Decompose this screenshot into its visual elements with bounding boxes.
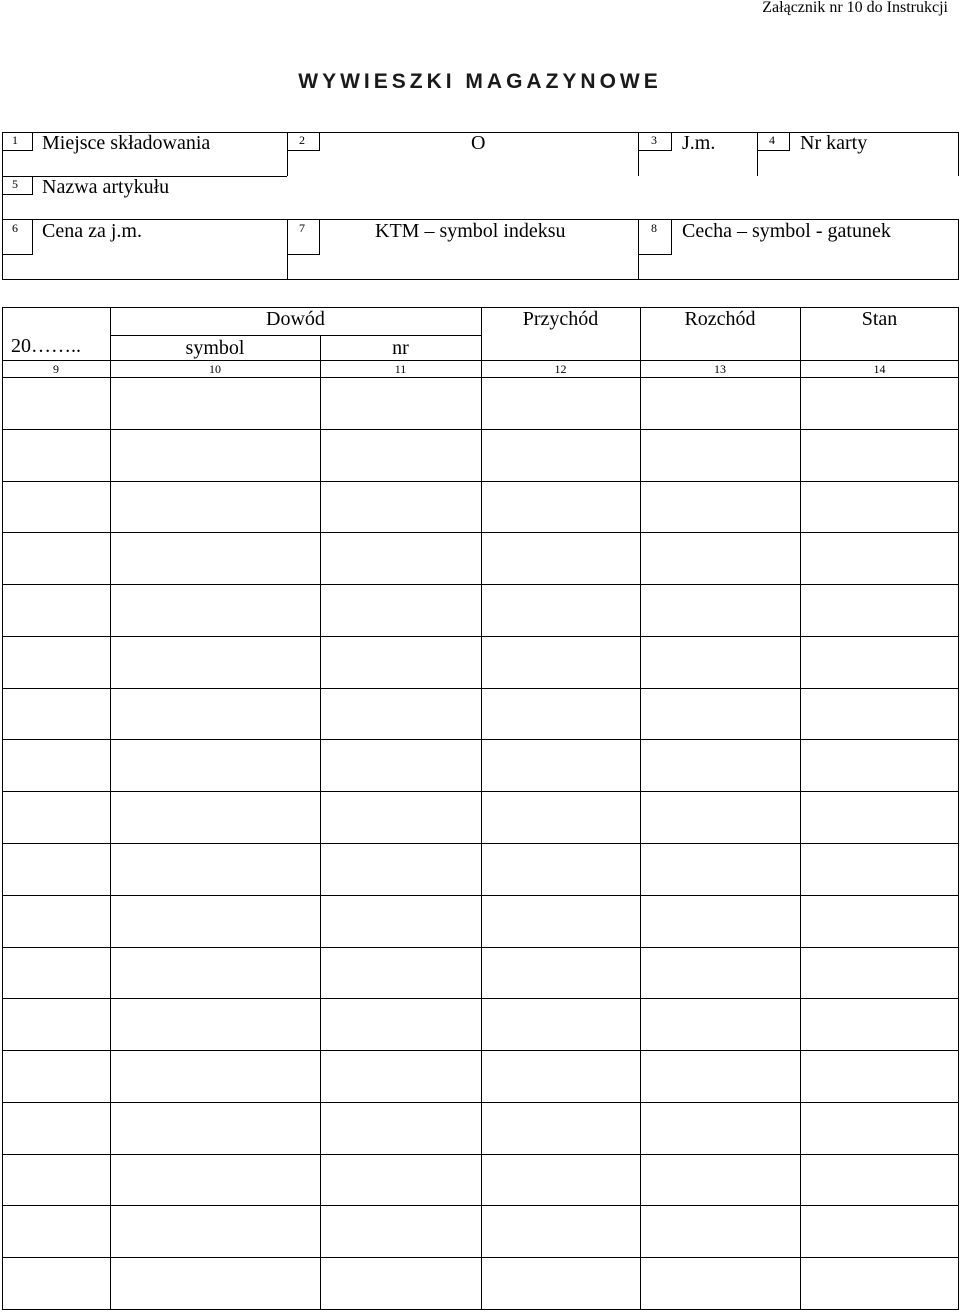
field-number: 3 (651, 133, 657, 147)
header-symbol: symbol (185, 337, 245, 359)
header-rozchod: Rozchód (684, 308, 756, 330)
header-dowod: Dowód (266, 308, 325, 330)
ledger-line (640, 307, 641, 1310)
header-year: 20…….. (11, 335, 81, 357)
ledger-line (481, 307, 482, 1310)
form-line (2, 132, 3, 280)
page-title: WYWIESZKI MAGAZYNOWE (298, 70, 662, 93)
field-label-grade: Cecha – symbol - gatunek (682, 220, 891, 242)
header-stan: Stan (861, 308, 898, 330)
field-label-storage-place: Miejsce składowania (42, 132, 211, 154)
field-number: 8 (651, 221, 657, 235)
field-label-unit-price: Cena za j.m. (42, 220, 142, 242)
column-number: 11 (394, 362, 407, 376)
column-number: 12 (554, 362, 567, 376)
ledger-line (800, 307, 801, 1310)
field-label-article-name: Nazwa artykułu (42, 176, 170, 198)
annex-note: Załącznik nr 10 do Instrukcji (762, 0, 948, 16)
form-line (958, 219, 959, 280)
field-number: 2 (299, 133, 305, 147)
form-line (2, 279, 959, 280)
field-label-o: O (471, 132, 486, 154)
field-label-ktm-index: KTM – symbol indeksu (375, 220, 566, 242)
header-przychod: Przychód (522, 308, 599, 330)
field-number: 7 (299, 221, 305, 235)
field-number: 5 (12, 177, 18, 191)
ledger-line (2, 307, 3, 1310)
ledger-line (320, 360, 321, 1310)
form-line (958, 132, 959, 176)
column-number: 14 (873, 362, 886, 376)
ledger-line (110, 307, 111, 1310)
ledger-line (958, 307, 959, 1310)
field-label-unit: J.m. (682, 132, 716, 154)
column-number: 10 (209, 362, 221, 376)
field-label-card-number: Nr karty (800, 132, 868, 154)
header-nr: nr (392, 337, 409, 359)
field-number: 6 (12, 221, 18, 235)
field-number: 1 (12, 133, 18, 147)
ledger-line (110, 335, 481, 336)
field-number: 4 (769, 133, 775, 147)
column-number: 13 (714, 362, 726, 376)
column-number: 9 (53, 362, 59, 376)
